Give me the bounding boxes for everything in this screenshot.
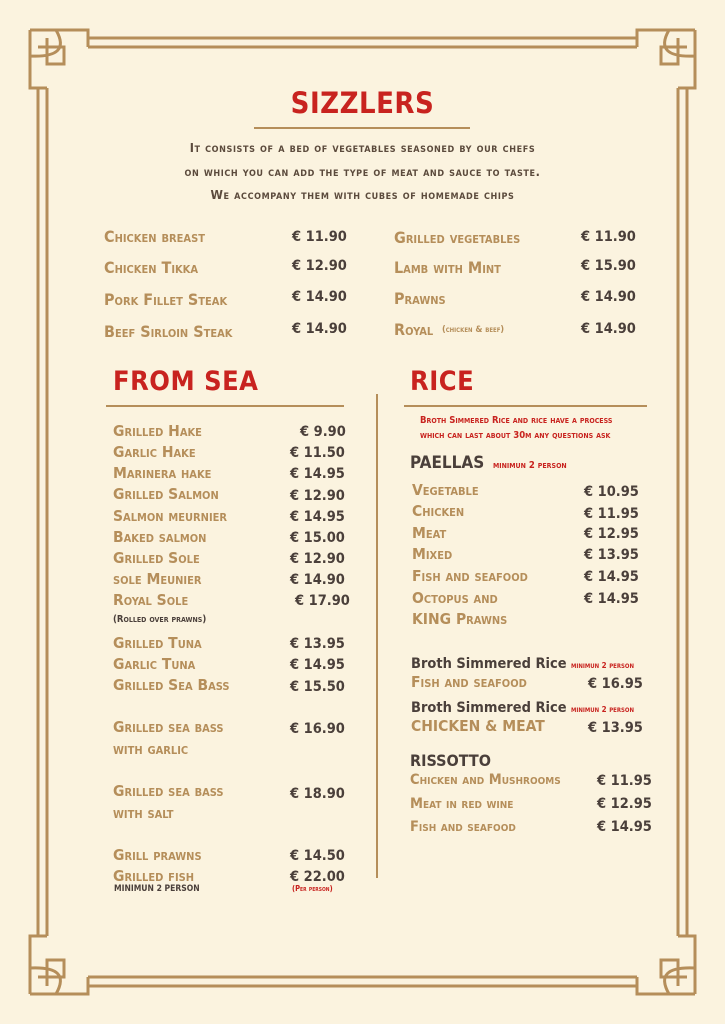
sea-item-name: Grilled Tuna (113, 634, 202, 652)
sizzler-item-name: Chicken breast (104, 227, 205, 246)
paellas-title: PAELLAS (410, 453, 485, 473)
sea-item-price: € 14.95 (290, 657, 345, 673)
sea-item-price: € 14.50 (290, 848, 345, 864)
sea-item-name: Marinera hake (113, 464, 212, 482)
sea-item-name: Grilled Sole (113, 549, 200, 567)
paella-item-name: Chicken (412, 502, 465, 520)
sizzler-item-price: € 11.90 (292, 229, 347, 245)
rissotto-item-price: € 11.95 (597, 773, 652, 789)
sea-item-name: Garlic Hake (113, 443, 196, 461)
broth-item-price: € 16.95 (588, 676, 643, 692)
paella-item-name: Octopus and (412, 589, 498, 607)
sea-item-price: € 14.95 (290, 509, 345, 525)
sea-item-name: Grill prawns (113, 846, 202, 864)
sizzler-item-name: Lamb with Mint (394, 258, 501, 277)
sea-item-name: Baked salmon (113, 528, 207, 546)
sea-item-price: € 12.90 (290, 488, 345, 504)
broth-item-name: CHICKEN & MEAT (411, 717, 545, 735)
rissotto-item-name: Fish and seafood (410, 819, 516, 835)
sea-item-price: € 17.90 (295, 593, 350, 609)
paella-item-price: € 12.95 (584, 526, 639, 542)
sea-item-price: € 12.90 (290, 551, 345, 567)
grilled-fish-price-note: (Per person) (292, 884, 333, 893)
sizzler-item-price: € 12.90 (292, 258, 347, 274)
rissotto-item-name: Meat in red wine (410, 796, 514, 812)
sizzlers-intro-line-3: We accompany them with cubes of homemade chips (210, 187, 515, 202)
sizzler-item-note: (chicken & beef) (442, 325, 505, 335)
rissotto-item-price: € 14.95 (597, 819, 652, 835)
royal-sole-note: (Rolled over prawns) (113, 614, 207, 625)
column-divider (376, 394, 378, 878)
sizzlers-intro-line-1: It consists of a bed of vegetables seasoned by our chefs (189, 140, 536, 155)
sizzler-item-name: Pork Fillet Steak (104, 290, 228, 309)
sea-item-name-line-2: with salt (113, 804, 174, 822)
paella-item-price: € 11.95 (584, 506, 639, 522)
from-sea-title: FROM SEA (113, 366, 259, 397)
sea-item-price: € 15.50 (290, 679, 345, 695)
paella-item-price: € 10.95 (584, 484, 639, 500)
broth-item-price: € 13.95 (588, 720, 643, 736)
paella-item-name: Vegetable (412, 481, 479, 499)
sea-item-price: € 11.50 (290, 445, 345, 461)
sizzler-item-price: € 14.90 (292, 321, 347, 337)
sea-item-price: € 16.90 (290, 721, 345, 737)
sea-item-price: € 22.00 (290, 869, 345, 885)
grilled-fish-note: MINIMUN 2 PERSON (114, 884, 200, 894)
rissotto-item-price: € 12.95 (597, 796, 652, 812)
sea-item-name: Grilled sea bass (113, 782, 224, 800)
sea-item-name: Grilled sea bass (113, 718, 224, 736)
broth-note: minimun 2 person (571, 705, 634, 714)
sea-item-name: Grilled Salmon (113, 485, 219, 503)
broth-label: Broth Simmered Rice (411, 700, 567, 716)
broth-note: minimun 2 person (571, 661, 634, 670)
paella-item-name: Mixed (412, 545, 453, 563)
sizzlers-intro-line-2: on which you can add the type of meat and sauce to taste. (184, 164, 541, 179)
paella-item-price: € 14.95 (584, 591, 639, 607)
sizzler-item-name: Grilled vegetables (394, 228, 521, 247)
sea-item-name: Garlic Tuna (113, 655, 196, 673)
sea-item-name-line-2: with garlic (113, 740, 189, 758)
broth-label: Broth Simmered Rice (411, 656, 567, 672)
sea-item-price: € 15.00 (290, 530, 345, 546)
sea-item-price: € 14.90 (290, 572, 345, 588)
sizzler-item-name: Royal (394, 320, 434, 339)
rice-title: RICE (410, 366, 475, 397)
sizzler-item-name: Beef Sirloin Steak (104, 322, 233, 341)
paellas-note: minimun 2 person (493, 460, 567, 471)
broth-item-name: Fish and seafood (411, 673, 527, 691)
sizzler-item-name: Prawns (394, 289, 446, 308)
sizzlers-title: SIZZLERS (290, 86, 435, 120)
sea-item-price: € 9.90 (300, 424, 346, 440)
sizzler-item-price: € 14.90 (581, 289, 636, 305)
rissotto-title: RISSOTTO (410, 751, 491, 770)
rissotto-item-name: Chicken and Mushrooms (410, 772, 561, 788)
paella-item-price: € 14.95 (584, 569, 639, 585)
rice-title-rule (404, 405, 647, 407)
sizzler-item-name: Chicken Tikka (104, 258, 199, 277)
sea-item-price: € 13.95 (290, 636, 345, 652)
rice-note-line-1: Broth Simmered Rice and rice have a process (420, 415, 613, 426)
sea-item-name: Salmon meurnier (113, 507, 228, 525)
sizzler-item-price: € 14.90 (581, 321, 636, 337)
sea-item-name: Grilled Hake (113, 422, 202, 440)
paella-item-price: € 13.95 (584, 547, 639, 563)
sea-item-name: sole Meunier (113, 570, 202, 588)
sizzler-item-price: € 15.90 (581, 258, 636, 274)
paella-item-name-line-2: KING Prawns (412, 610, 508, 628)
from-sea-title-rule (106, 405, 344, 407)
sea-item-name: Royal Sole (113, 591, 189, 609)
sea-item-name: Grilled fish (113, 867, 195, 885)
sizzler-item-price: € 11.90 (581, 229, 636, 245)
sea-item-price: € 18.90 (290, 786, 345, 802)
sizzler-item-price: € 14.90 (292, 289, 347, 305)
rice-note-line-2: which can last about 30m any questions ask (420, 430, 611, 441)
sea-item-price: € 14.95 (290, 466, 345, 482)
paella-item-name: Fish and seafood (412, 567, 528, 585)
sizzlers-title-rule (254, 127, 470, 129)
sea-item-name: Grilled Sea Bass (113, 676, 230, 694)
paella-item-name: Meat (412, 524, 447, 542)
